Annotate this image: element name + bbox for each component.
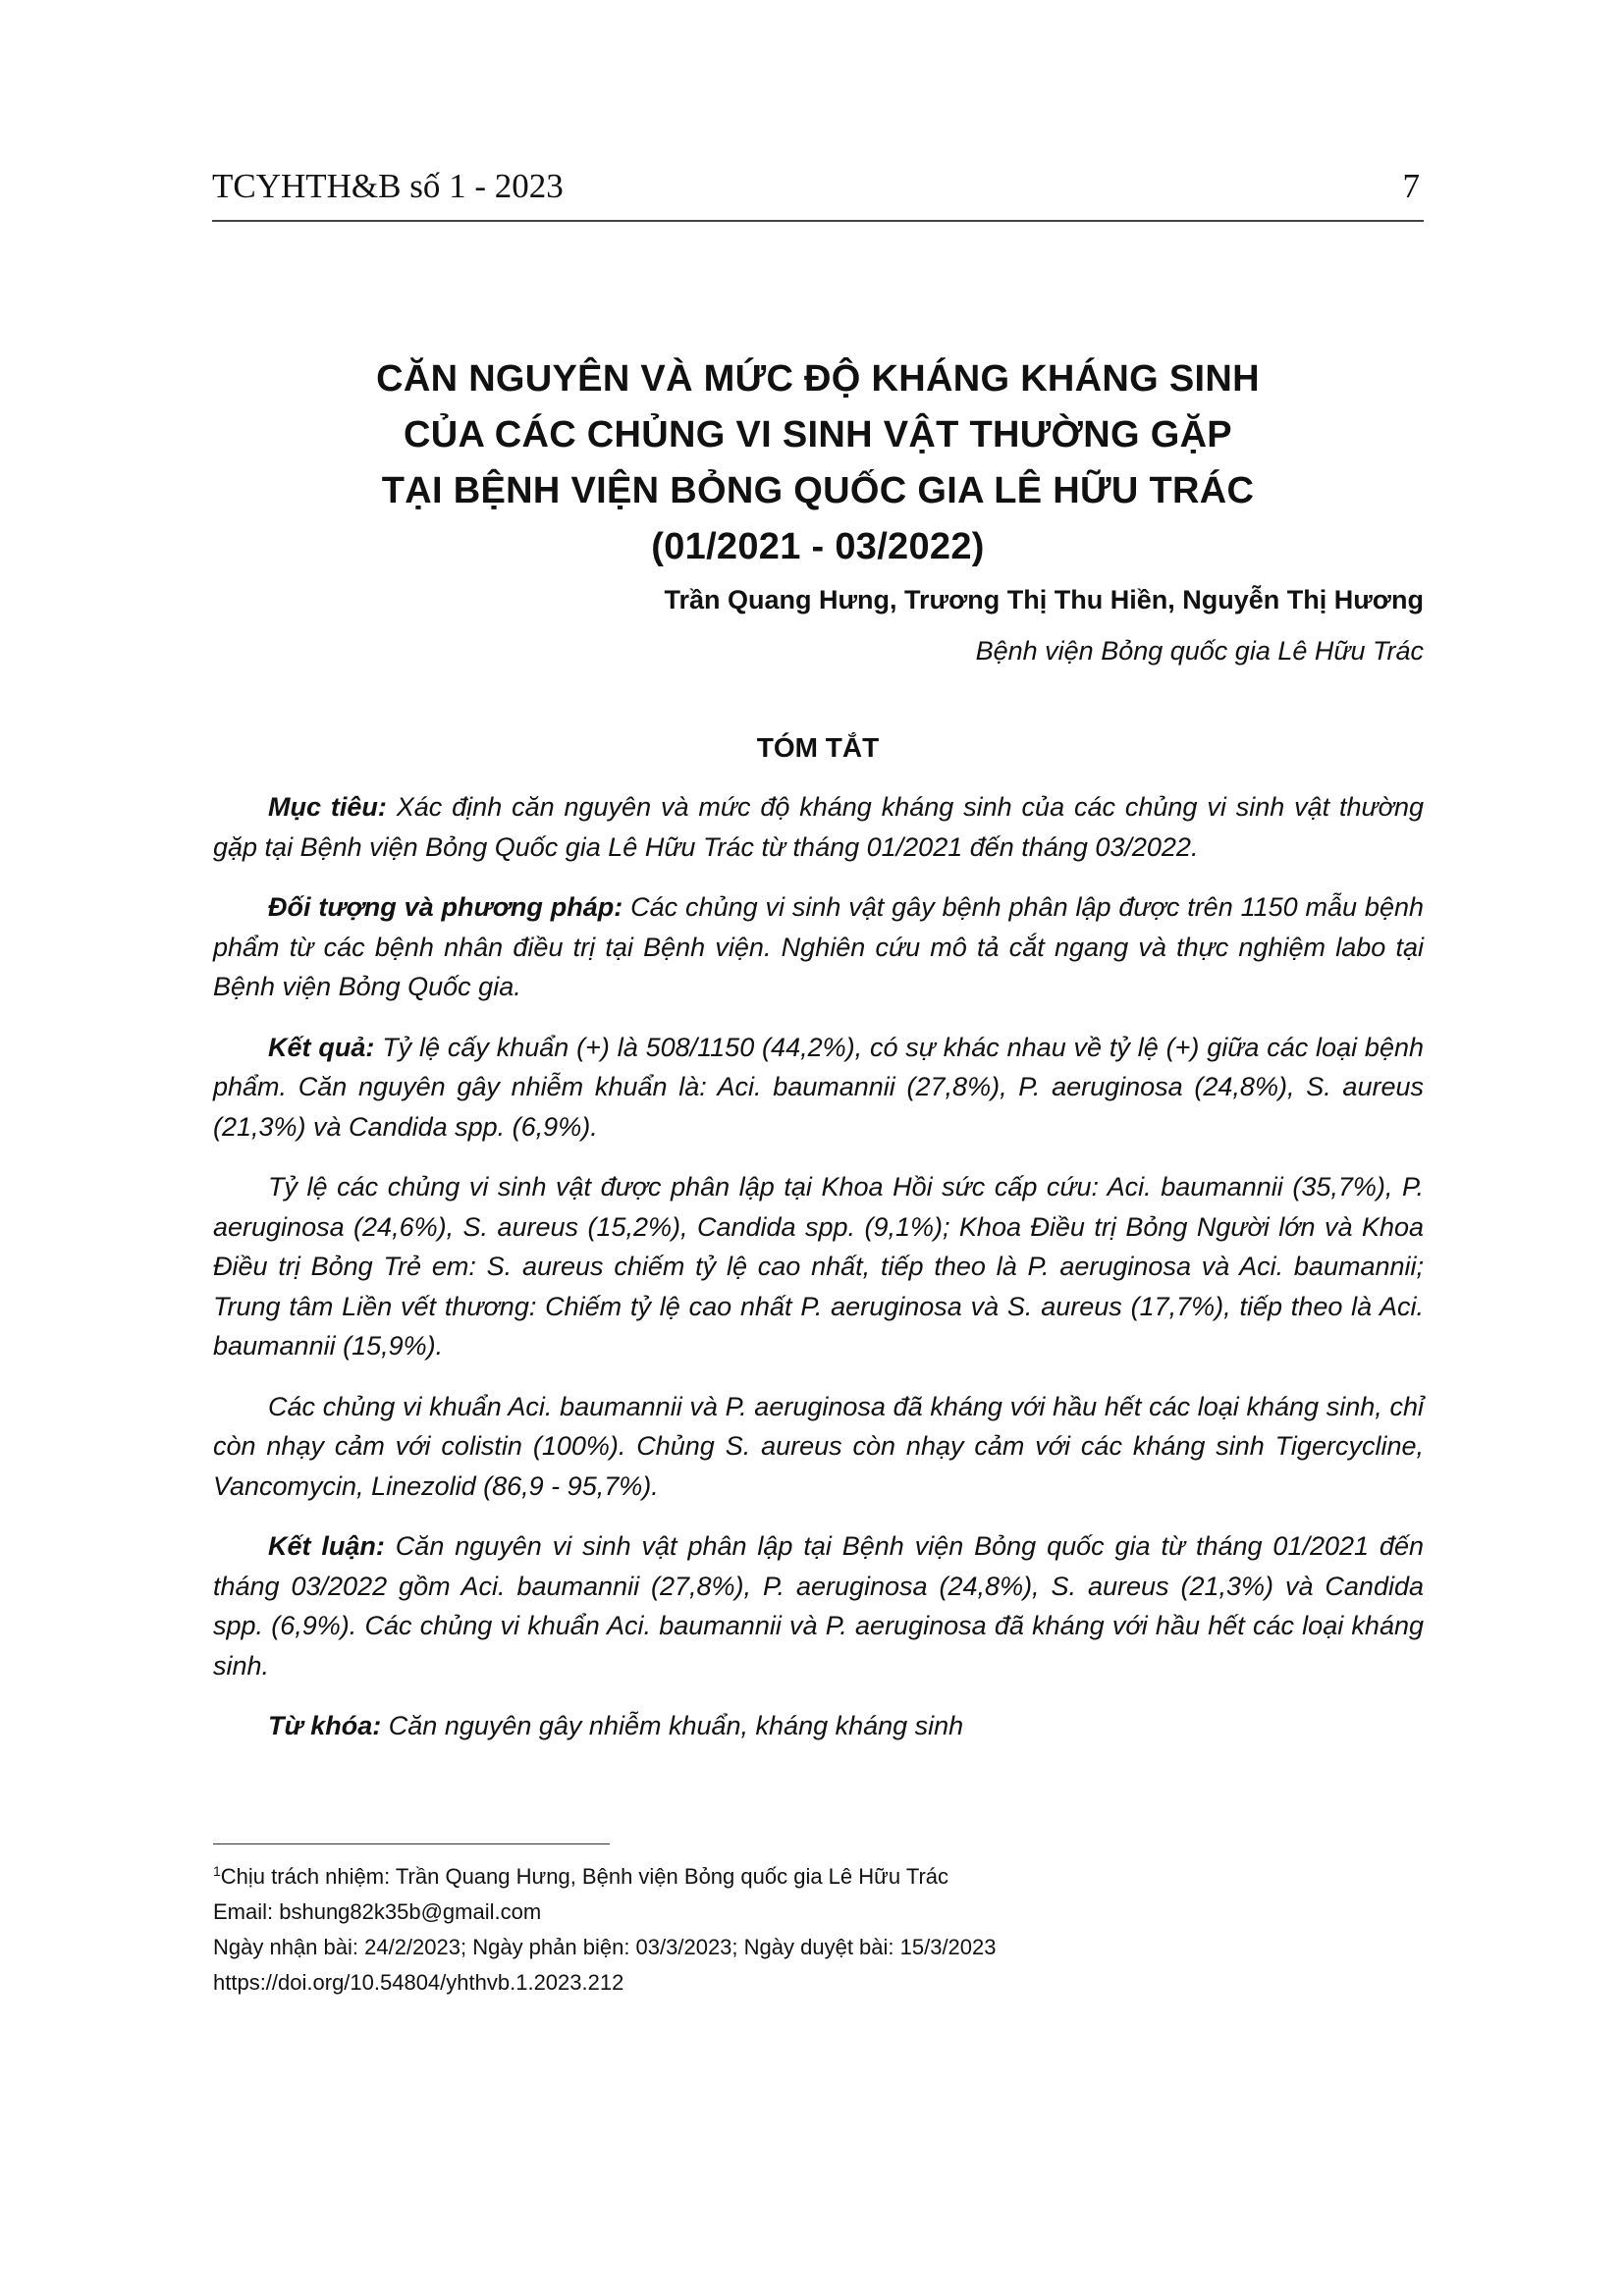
journal-issue: TCYHTH&B số 1 - 2023 (212, 167, 564, 205)
abstract-keywords (213, 1706, 1424, 1746)
footnote-dates: Ngày nhận bài: 24/2/2023; Ngày phản biện: 03/3/2023; Ngày duyệt bài: 15/3/2023 (213, 1935, 997, 1959)
conclusion-label: Kết luận: (268, 1531, 385, 1561)
abstract-results (213, 1028, 1424, 1148)
author-affiliation: Bệnh viện Bỏng quốc gia Lê Hữu Trác (975, 636, 1424, 666)
keywords-label: Từ khóa: (268, 1711, 382, 1740)
footnote-responsible-text: Chịu trách nhiệm: Trần Quang Hưng, Bệnh viện Bỏng quốc gia Lê Hữu Trác (220, 1864, 949, 1889)
article-title (212, 351, 1424, 575)
abstract-body (213, 787, 1424, 1767)
abstract-results-paragraph: Tỷ lệ các chủng vi sinh vật được phân lập tại Khoa Hồi sức cấp cứu: Aci. baumannii (35,7%), P. aeruginosa (24,6%), S. aureus (15,2%), Candida spp. (9,1%); Khoa Điều trị Bỏng Người lớn và Khoa Điều trị Bỏng Trẻ em: S. aureus chiếm tỷ lệ cao nhất, tiếp theo là P. aeruginosa và Aci. baumannii; Trung tâm Liền vết thương: Chiếm tỷ lệ cao nhất P. aeruginosa và S. aureus (17,7%), tiếp theo là Aci. baumannii (15,9%). (213, 1172, 1424, 1361)
abstract-results-paragraph: Các chủng vi khuẩn Aci. baumannii và P. aeruginosa đã kháng với hầu hết các loại kháng sinh, chỉ còn nhạy cảm với colistin (100%). Chủng S. aureus còn nhạy cảm với các kháng sinh Tigercycline, Vancomycin, Linezolid (86,9 - 95,7%). (213, 1391, 1424, 1501)
footnote-doi: https://doi.org/10.54804/yhthvb.1.2023.212 (213, 1970, 624, 1995)
title-line: CĂN NGUYÊN VÀ MỨC ĐỘ KHÁNG KHÁNG SINH (376, 358, 1260, 400)
objective-text: Xác định căn nguyên và mức độ kháng kháng sinh của các chủng vi sinh vật thường gặp tại Bệnh viện Bỏng Quốc gia Lê Hữu Trác từ tháng 01/2021 đến tháng 03/2022. (213, 792, 1424, 862)
footnote-divider (213, 1843, 610, 1844)
running-header (212, 165, 1424, 222)
footnote-marker: 1 (213, 1863, 221, 1879)
footnotes (213, 1859, 1424, 2001)
keywords-text: Căn nguyên gây nhiễm khuẩn, kháng kháng sinh (381, 1711, 964, 1740)
results-text: Tỷ lệ cấy khuẩn (+) là 508/1150 (44,2%), có sự khác nhau về tỷ lệ (+) giữa các loại bệnh phẩm. Căn nguyên gây nhiễm khuẩn là: Aci. baumannii (27,8%), P. aeruginosa (24,8%), S. aureus (21,3%) và Candida spp. (6,9%). (213, 1032, 1424, 1142)
abstract-methods (213, 887, 1424, 1007)
abstract-objective (213, 787, 1424, 867)
abstract-heading: TÓM TẮT (756, 732, 880, 763)
footnote-email: Email: bshung82k35b@gmail.com (213, 1899, 542, 1924)
abstract-conclusion (213, 1526, 1424, 1685)
conclusion-text: Căn nguyên vi sinh vật phân lập tại Bệnh viện Bỏng quốc gia từ tháng 01/2021 đến tháng 03/2022 gồm Aci. baumannii (27,8%), P. aeruginosa (24,8%), S. aureus (21,3%) và Candida spp. (6,9%). Các chủng vi khuẩn Aci. baumannii và P. aeruginosa đã kháng với hầu hết các loại kháng sinh. (213, 1531, 1424, 1681)
methods-label: Đối tượng và phương pháp: (268, 892, 623, 922)
results-label: Kết quả: (268, 1032, 375, 1062)
title-line: (01/2021 - 03/2022) (651, 526, 985, 567)
author-list: Trần Quang Hưng, Trương Thị Thu Hiền, Nguyễn Thị Hương (664, 585, 1424, 614)
methods-text: Các chủng vi sinh vật gây bệnh phân lập được trên 1150 mẫu bệnh phẩm từ các bệnh nhân điều trị tại Bệnh viện. Nghiên cứu mô tả cắt ngang và thực nghiệm labo tại Bệnh viện Bỏng Quốc gia. (213, 892, 1424, 1001)
page-number: 7 (1402, 167, 1420, 205)
objective-label: Mục tiêu: (268, 792, 387, 822)
title-line: TẠI BỆNH VIỆN BỎNG QUỐC GIA LÊ HỮU TRÁC (381, 470, 1255, 511)
title-line: CỦA CÁC CHỦNG VI SINH VẬT THƯỜNG GẶP (404, 414, 1232, 455)
footnote-responsible (213, 1859, 1424, 1895)
